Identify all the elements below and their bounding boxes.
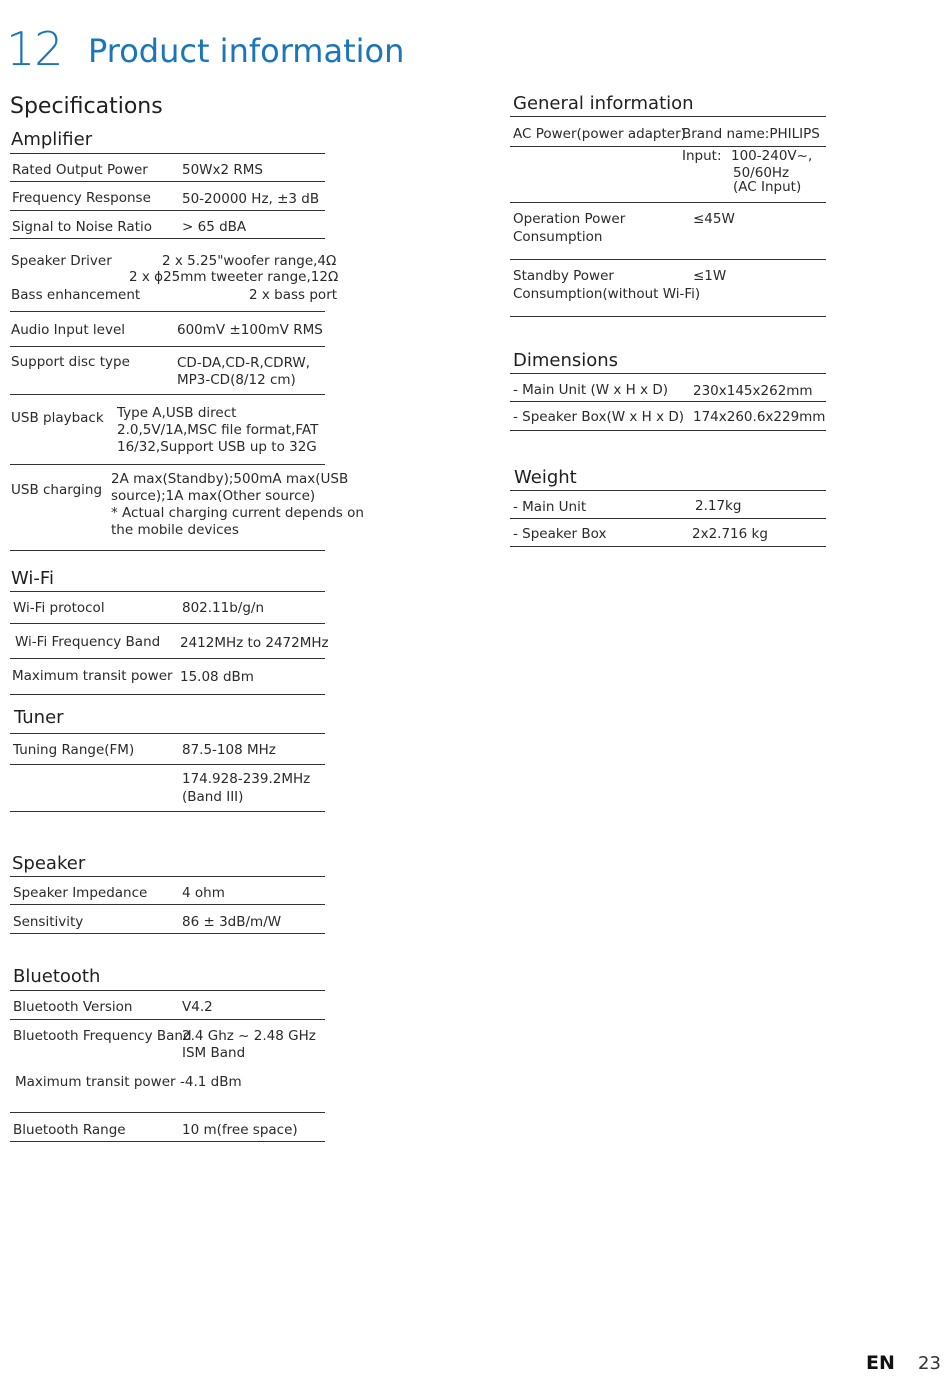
spec-value: 4 ohm xyxy=(182,885,225,901)
spec-label: Bluetooth Frequency Band xyxy=(13,1028,192,1044)
divider xyxy=(10,1112,325,1113)
spec-value: 600mV ±100mV RMS xyxy=(177,322,323,338)
divider xyxy=(510,259,826,260)
divider xyxy=(10,658,325,659)
spec-value: CD-DA,CD-R,CDRW, xyxy=(177,355,311,371)
spec-value: 100-240V~, xyxy=(731,148,813,164)
spec-label: USB charging xyxy=(11,482,103,498)
spec-value: 2 x bass port xyxy=(249,287,338,303)
spec-value: 15.08 dBm xyxy=(180,669,254,685)
spec-label: Operation Power xyxy=(513,211,626,227)
general-heading: General information xyxy=(513,93,694,114)
spec-label: Speaker Driver xyxy=(11,253,112,269)
speaker-heading: Speaker xyxy=(12,853,86,874)
spec-label: - Speaker Box xyxy=(513,526,607,542)
divider xyxy=(510,490,826,491)
divider xyxy=(10,933,325,934)
spec-value: 2412MHz to 2472MHz xyxy=(180,635,329,651)
spec-label: Wi-Fi protocol xyxy=(13,600,105,616)
spec-label: Bluetooth Version xyxy=(13,999,133,1015)
spec-value: Brand name:PHILIPS xyxy=(682,126,820,142)
divider xyxy=(10,876,325,877)
spec-label: Consumption(without Wi-Fi) xyxy=(513,286,701,302)
spec-value: 2 x 5.25"woofer range,4Ω xyxy=(162,253,337,269)
weight-heading: Weight xyxy=(514,467,577,488)
spec-value: 2.17kg xyxy=(695,498,742,514)
spec-label: Audio Input level xyxy=(11,322,126,338)
divider xyxy=(10,990,325,991)
spec-label: Tuning Range(FM) xyxy=(13,742,135,758)
spec-label: Support disc type xyxy=(11,354,130,370)
spec-label: - Main Unit xyxy=(513,499,587,515)
spec-value: 50-20000 Hz, ±3 dB xyxy=(182,191,320,207)
spec-label: Consumption xyxy=(513,229,603,245)
spec-value: Type A,USB direct xyxy=(117,405,237,421)
divider xyxy=(10,153,325,154)
spec-value: 174.928-239.2MHz xyxy=(182,771,311,787)
spec-value: 2A max(Standby);500mA max(USB xyxy=(111,471,349,487)
specifications-heading: Specifications xyxy=(10,94,163,119)
spec-label: Bass enhancement xyxy=(11,287,141,303)
spec-value: (AC Input) xyxy=(733,179,802,195)
divider xyxy=(510,401,826,402)
divider xyxy=(10,238,325,239)
spec-value: 86 ± 3dB/m/W xyxy=(182,914,282,930)
spec-label: Frequency Response xyxy=(12,190,151,206)
divider xyxy=(510,116,826,117)
spec-value: 16/32,Support USB up to 32G xyxy=(117,439,317,455)
page-title: Product information xyxy=(88,32,405,70)
divider xyxy=(10,311,325,312)
spec-label: Standby Power xyxy=(513,268,614,284)
divider xyxy=(10,464,325,465)
spec-value: 87.5-108 MHz xyxy=(182,742,276,758)
spec-value: 2 x ϕ25mm tweeter range,12Ω xyxy=(129,269,339,285)
divider xyxy=(10,346,325,347)
divider xyxy=(10,904,325,905)
divider xyxy=(10,210,325,211)
language-label: EN xyxy=(866,1352,895,1374)
divider xyxy=(10,764,325,765)
chapter-number: 12 xyxy=(6,22,63,76)
divider xyxy=(510,146,826,147)
tuner-heading: Tuner xyxy=(14,707,64,728)
divider xyxy=(510,316,826,317)
divider xyxy=(10,1141,325,1142)
divider xyxy=(510,546,826,547)
spec-value: ISM Band xyxy=(182,1045,246,1061)
spec-value: V4.2 xyxy=(182,999,213,1015)
spec-value: -4.1 dBm xyxy=(180,1074,242,1090)
spec-value: 230x145x262mm xyxy=(693,383,813,399)
spec-label: USB playback xyxy=(11,410,104,426)
spec-value: ≤45W xyxy=(693,211,735,227)
divider xyxy=(510,373,826,374)
divider xyxy=(510,202,826,203)
spec-value: source);1A max(Other source) xyxy=(111,488,316,504)
spec-value: the mobile devices xyxy=(111,522,239,538)
spec-label: AC Power(power adapter) xyxy=(513,126,686,142)
spec-value: 50Wx2 RMS xyxy=(182,162,263,178)
spec-value: 50/60Hz xyxy=(733,165,790,181)
spec-value: 2.4 Ghz ~ 2.48 GHz xyxy=(182,1028,316,1044)
bluetooth-heading: Bluetooth xyxy=(13,966,101,987)
spec-value: MP3-CD(8/12 cm) xyxy=(177,372,296,388)
spec-value: > 65 dBA xyxy=(182,219,247,235)
spec-label: Sensitivity xyxy=(13,914,84,930)
divider xyxy=(510,430,826,431)
spec-label: - Speaker Box(W x H x D) xyxy=(513,409,685,425)
spec-label: Speaker Impedance xyxy=(13,885,148,901)
wifi-heading: Wi-Fi xyxy=(11,568,54,589)
spec-label: Wi-Fi Frequency Band xyxy=(15,634,161,650)
page-number: 23 xyxy=(918,1353,941,1374)
spec-value: (Band III) xyxy=(182,789,244,805)
divider xyxy=(10,550,325,551)
divider xyxy=(10,1019,325,1020)
spec-value: 802.11b/g/n xyxy=(182,600,265,616)
spec-value: ≤1W xyxy=(693,268,727,284)
divider xyxy=(10,733,325,734)
spec-label: Maximum transit power xyxy=(15,1074,176,1090)
spec-label: Rated Output Power xyxy=(12,162,148,178)
spec-value: 2.0,5V/1A,MSC file format,FAT xyxy=(117,422,319,438)
spec-label: - Main Unit (W x H x D) xyxy=(513,382,669,398)
spec-label: Maximum transit power xyxy=(12,668,173,684)
dimensions-heading: Dimensions xyxy=(513,350,619,371)
spec-label: Bluetooth Range xyxy=(13,1122,126,1138)
spec-sublabel: Input: xyxy=(682,148,722,164)
divider xyxy=(10,181,325,182)
divider xyxy=(10,694,325,695)
spec-value: 2x2.716 kg xyxy=(692,526,768,542)
spec-label: Signal to Noise Ratio xyxy=(12,219,153,235)
spec-value: * Actual charging current depends on xyxy=(111,505,364,521)
divider xyxy=(10,394,325,395)
divider xyxy=(510,518,826,519)
spec-value: 10 m(free space) xyxy=(182,1122,298,1138)
divider xyxy=(10,623,325,624)
amplifier-heading: Amplifier xyxy=(11,129,93,150)
divider xyxy=(10,811,325,812)
divider xyxy=(10,591,325,592)
spec-value: 174x260.6x229mm xyxy=(693,409,826,425)
